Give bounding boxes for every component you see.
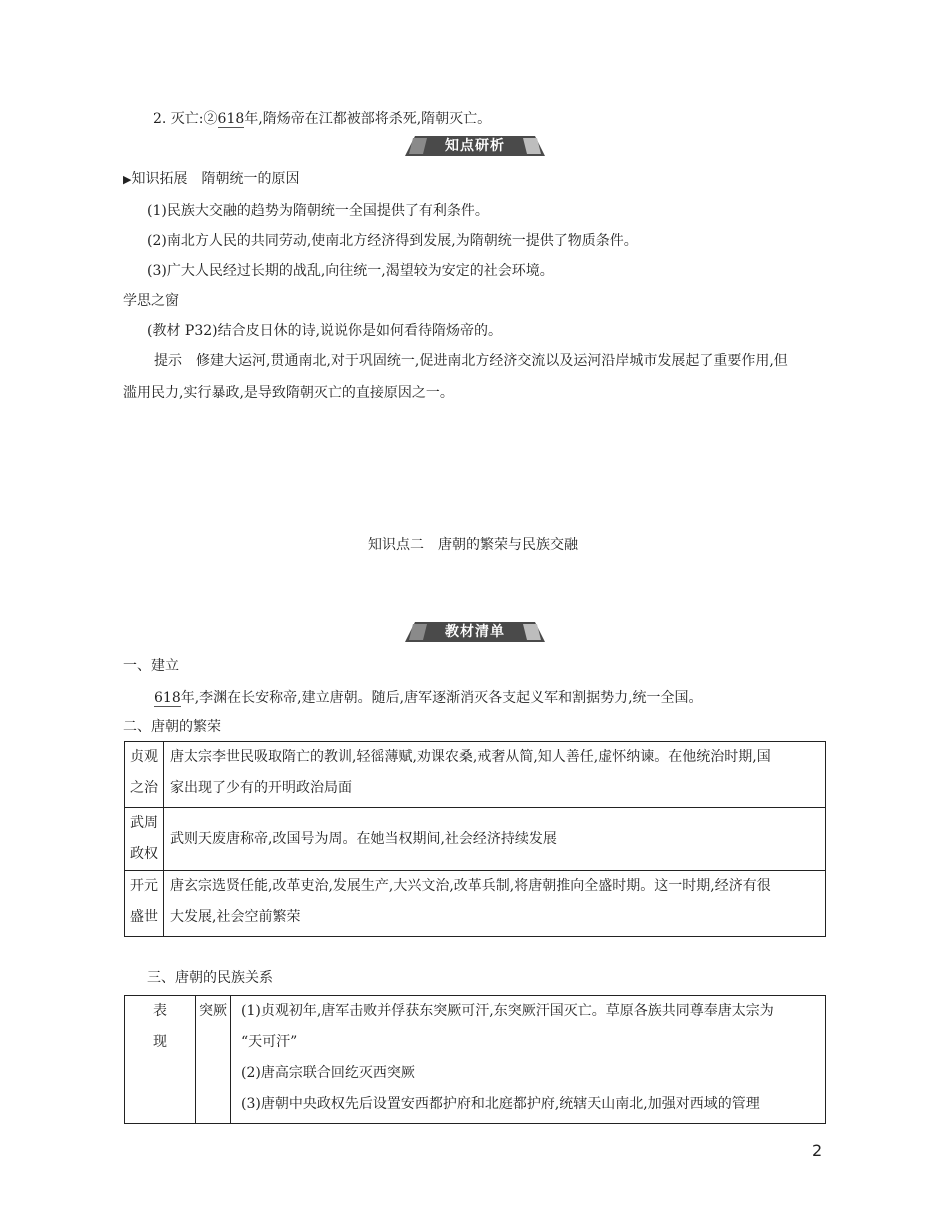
ethnic-line-3: (2)唐高宗联合回纥灭西突厥 xyxy=(241,1065,415,1081)
study-title: 学思之窗 xyxy=(123,293,179,309)
expand-item-2: (2)南北方人民的共同劳动,使南北方经济得到发展,为隋朝统一提供了物质条件。 xyxy=(147,233,638,249)
collapse-line xyxy=(153,109,491,129)
ethnic-line-4: (3)唐朝中央政权先后设置安西都护府和北庭都护府,统辖天山南北,加强对西域的管理 xyxy=(241,1096,760,1112)
ethnic-table xyxy=(124,995,826,1124)
ethnic-line-2: “天可汗” xyxy=(241,1034,298,1050)
collapse-year: 618 xyxy=(217,111,245,127)
establish-body: 年,李渊在长安称帝,建立唐朝。随后,唐军逐渐消灭各支起义军和割据势力,统一全国。 xyxy=(180,690,703,706)
prosperity-heading: 二、唐朝的繁荣 xyxy=(123,719,221,735)
row-head: 武周 政权 xyxy=(125,808,164,871)
establish-year: 618 xyxy=(154,690,181,706)
section-title: 知识点二 唐朝的繁荣与民族交融 xyxy=(368,537,578,553)
study-question: (教材 P32)结合皮日休的诗,说说你是如何看待隋炀帝的。 xyxy=(147,323,503,339)
category-cell: 表 现 xyxy=(125,996,196,1124)
collapse-prefix: 2. 灭亡:② xyxy=(153,111,218,127)
establish-text xyxy=(154,688,703,708)
establish-heading: 一、建立 xyxy=(123,658,179,674)
section-banner-analysis xyxy=(405,136,545,156)
banner-label: 知点研析 xyxy=(445,138,505,154)
table-row xyxy=(125,871,826,937)
row-body: 唐太宗李世民吸取隋亡的教训,轻徭薄赋,劝课农桑,戒奢从简,知人善任,虚怀纳谏。在他统治时期,国 家出现了少有的开明政治局面 xyxy=(164,742,826,808)
triangle-marker-icon: ▶ xyxy=(123,173,132,186)
page-number: 2 xyxy=(812,1141,823,1160)
row-head: 开元 盛世 xyxy=(125,871,164,937)
study-hint-line1: 提示 修建大运河,贯通南北,对于巩固统一,促进南北方经济交流以及运河沿岸城市发展起了重要作用,但 xyxy=(154,353,788,369)
study-hint-line2: 滥用民力,实行暴政,是导致隋朝灭亡的直接原因之一。 xyxy=(123,385,454,401)
section-banner-textbook xyxy=(405,622,545,642)
collapse-suffix: 年,隋炀帝在江都被部将杀死,隋朝灭亡。 xyxy=(244,111,492,127)
group-cell: 突厥 xyxy=(196,996,231,1124)
row-body: 唐玄宗选贤任能,改革吏治,发展生产,大兴文治,改革兵制,将唐朝推向全盛时期。这一时期,经济有很 大发展,社会空前繁荣 xyxy=(164,871,826,937)
table-row xyxy=(125,808,826,871)
banner-label: 教材清单 xyxy=(445,624,505,640)
expand-heading xyxy=(123,169,299,190)
table-row xyxy=(125,742,826,808)
expand-title: 知识拓展 隋朝统一的原因 xyxy=(131,171,300,187)
ethnic-heading: 三、唐朝的民族关系 xyxy=(147,970,273,986)
row-head: 贞观 之治 xyxy=(125,742,164,808)
expand-item-3: (3)广大人民经过长期的战乱,向往统一,渴望较为安定的社会环境。 xyxy=(147,263,554,279)
expand-item-1: (1)民族大交融的趋势为隋朝统一全国提供了有利条件。 xyxy=(147,203,489,219)
prosperity-table xyxy=(124,741,826,937)
ethnic-body xyxy=(231,996,826,1124)
row-body: 武则天废唐称帝,改国号为周。在她当权期间,社会经济持续发展 xyxy=(164,808,826,871)
table-row xyxy=(125,996,826,1124)
ethnic-line-1: (1)贞观初年,唐军击败并俘获东突厥可汗,东突厥汗国灭亡。草原各族共同尊奉唐太宗为 xyxy=(241,1003,774,1019)
